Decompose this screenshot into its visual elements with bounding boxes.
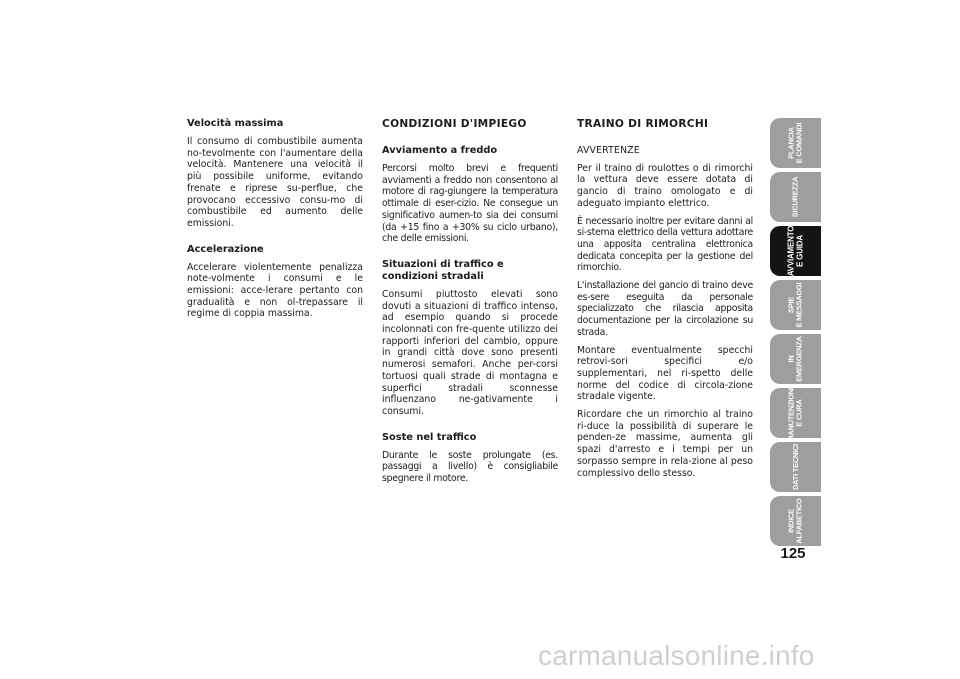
tab-spie-e-messaggi[interactable] xyxy=(770,280,821,330)
tab-dati-tecnici[interactable] xyxy=(770,442,821,492)
max-speed-text: Il consumo di combustibile aumenta no-tevolmente con l'aumentare della velocità. Mantenere una velocità il più possibile uniforme, evitando frenate e riprese su-perflue, che provocano eccessivo consu-mo di combustibile ed aumento delle emissioni. xyxy=(187,136,363,229)
section-tabs xyxy=(770,118,821,550)
right-column xyxy=(577,118,753,485)
tab-manutenzione-e-cura[interactable] xyxy=(770,384,821,442)
tab-label: INDICE ALFABETICO xyxy=(786,498,804,544)
acceleration-title: Accelerazione xyxy=(187,243,264,255)
traffic-title xyxy=(382,259,558,283)
tab-sicurezza[interactable] xyxy=(770,172,821,222)
usage-conditions-heading: CONDIZIONI D'IMPIEGO xyxy=(382,118,527,130)
traffic-text: Consumi piuttosto elevati sono dovuti a situazioni di traffico intenso, ad esempio quando si procede incolonnati con fre-quente utilizzo dei rapporti inferiori del cambio, oppure in grandi città dove sono presenti numerosi semafori. Anche per-corsi tortuosi quali strade di montagna e superfici stradali sconnesse influenzano ne-gativamente i consumi. xyxy=(382,288,558,417)
tab-plancia-e-comandi[interactable] xyxy=(770,118,821,168)
traffic-title-line-2: condizioni stradali xyxy=(382,270,484,282)
towing-paragraph-3: L'installazione del gancio di traino deve es-sere eseguita da personale specializzato che rilascia apposita documentazione per la circolazione su strada. xyxy=(577,280,753,338)
cold-start-title: Avviamento a freddo xyxy=(382,145,498,156)
tab-in-emergenza[interactable] xyxy=(770,334,821,384)
max-speed-title: Velocità massima xyxy=(187,118,284,129)
towing-paragraph-2: È necessario inoltre per evitare danni al si-stema elettrico della vettura adottare una apposita centralina elettronica dedicata concepita per la gestione del rimorchio. xyxy=(577,215,753,274)
tab-label: SICUREZZA xyxy=(790,176,800,218)
stops-title: Soste nel traffico xyxy=(382,431,477,443)
tab-indice-alfabetico[interactable] xyxy=(770,496,821,546)
middle-column xyxy=(382,118,558,491)
tab-label: PLANCIA E COMANDI xyxy=(786,122,804,164)
warning-label: AVVERTENZE xyxy=(577,145,640,156)
tab-label: DATI TECNICI xyxy=(790,444,800,490)
tab-label: SPIE E MESSAGGI xyxy=(786,282,804,328)
page-number: 125 xyxy=(780,545,806,562)
traffic-title-line-1: Situazioni di traffico e xyxy=(382,258,504,270)
stops-text: Durante le soste prolungate (es. passaggi a livello) è consigliabile spegnere il motore. xyxy=(382,449,558,485)
tab-label: AVVIAMENTO E GUIDA xyxy=(786,225,805,277)
left-column xyxy=(187,118,363,326)
towing-paragraph-4: Montare eventualmente specchi retrovi-sori specifici e/o supplementari, nel ri-spetto delle norme del codice di circola-zione stradale vigente. xyxy=(577,344,753,403)
tab-label: MANUTENZIONE E CURA xyxy=(786,384,804,442)
tab-label: IN EMERGENZA xyxy=(786,336,804,382)
acceleration-text: Accelerare violentemente penalizza note-volmente i consumi e le emissioni: acce-lerare pertanto con gradualità e non ol-trepassare il regime di coppia massima. xyxy=(187,261,363,320)
towing-paragraph-5: Ricordare che un rimorchio al traino ri-duce la possibilità di superare le penden-ze massime, aumenta gli spazi d'arresto e i tempi per un sorpasso sempre in rela-zione al peso complessivo dello stesso. xyxy=(577,409,753,479)
towing-heading: TRAINO DI RIMORCHI xyxy=(577,118,709,130)
watermark: carmanualsonline.info xyxy=(538,640,815,671)
cold-start-text: Percorsi molto brevi e frequenti avviamenti a freddo non consentono al motore di rag-giungere la temperatura ottimale di eser-cizio. Ne consegue un significativo aumen-to sia dei consumi (da +15 fino a +30% su ciclo urbano), che delle emissioni. xyxy=(382,163,558,245)
tab-avviamento-e-guida[interactable] xyxy=(770,226,821,276)
towing-paragraph-1: Per il traino di roulottes o di rimorchi la vettura deve essere dotata di gancio di traino omologato e di adeguato impianto elettrico. xyxy=(577,162,753,209)
